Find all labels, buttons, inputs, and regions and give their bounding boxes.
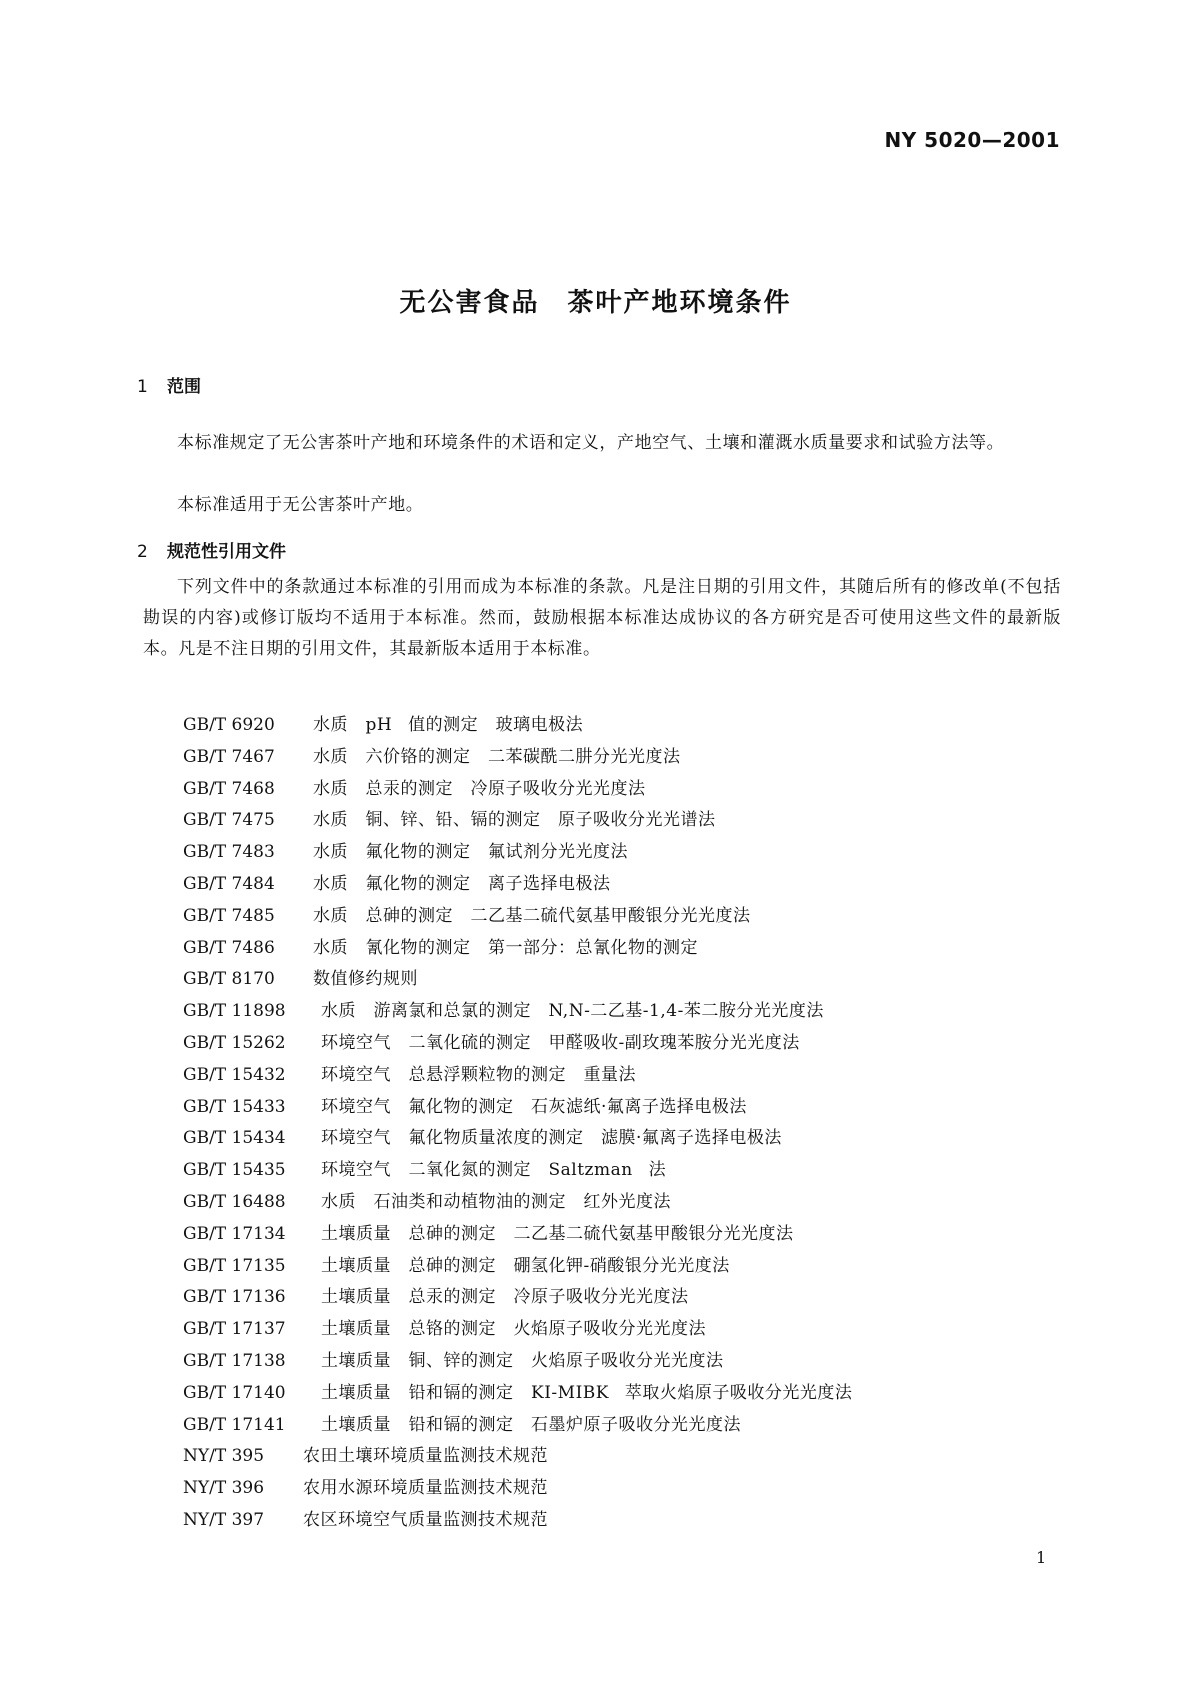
reference-code: GB/T 7467: [183, 746, 275, 767]
reference-title: 数值修约规则: [313, 969, 418, 990]
reference-title: 土壤质量 铅和镉的测定 石墨炉原子吸收分光光度法: [321, 1414, 741, 1435]
reference-title: 水质 六价铬的测定 二苯碳酰二肼分光光度法: [313, 746, 681, 767]
reference-item: [183, 1028, 1063, 1060]
reference-title: 环境空气 二氧化硫的测定 甲醛吸收-副玫瑰苯胺分光光度法: [321, 1032, 800, 1053]
section-2-intro: 下列文件中的条款通过本标准的引用而成为本标准的条款。凡是注日期的引用文件，其随后所有的修改单(不包括勘误的内容)或修订版均不适用于本标准。然而，鼓励根据本标准达成协议的各方研究是否可使用这些文件的最新版本。凡是不注日期的引用文件，其最新版本适用于本标准。: [143, 577, 1061, 659]
reference-item: [183, 1378, 1063, 1410]
reference-item: [183, 837, 1063, 869]
reference-item: [183, 805, 1063, 837]
reference-item: [183, 869, 1063, 901]
reference-item: [183, 774, 1063, 806]
reference-code: GB/T 6920: [183, 715, 275, 735]
section-number: 1: [137, 377, 148, 397]
section-title: 规范性引用文件: [167, 542, 286, 562]
reference-item: [183, 1441, 1063, 1473]
reference-code: GB/T 7468: [183, 778, 275, 799]
reference-title: 土壤质量 总汞的测定 冷原子吸收分光光度法: [321, 1287, 689, 1308]
reference-item: [183, 1251, 1063, 1283]
reference-title: 农区环境空气质量监测技术规范: [303, 1509, 548, 1530]
reference-code: GB/T 15262: [183, 1032, 286, 1053]
reference-title: 土壤质量 总砷的测定 二乙基二硫代氨基甲酸银分光光度法: [321, 1223, 794, 1244]
reference-item: [183, 1060, 1063, 1092]
reference-code: GB/T 7486: [183, 937, 275, 958]
reference-code: GB/T 7484: [183, 873, 275, 894]
section-1-paragraph: 本标准规定了无公害茶叶产地和环境条件的术语和定义，产地空气、土壤和灌溉水质量要求和试验方法等。: [177, 433, 1005, 453]
reference-item: [183, 1410, 1063, 1442]
reference-code: GB/T 15434: [183, 1128, 286, 1149]
reference-title: 水质 氟化物的测定 离子选择电极法: [313, 873, 611, 894]
reference-item: [183, 1473, 1063, 1505]
reference-code: GB/T 17137: [183, 1319, 286, 1340]
reference-code: GB/T 15432: [183, 1064, 286, 1085]
reference-code: GB/T 15433: [183, 1096, 286, 1117]
reference-title: 土壤质量 总铬的测定 火焰原子吸收分光光度法: [321, 1319, 706, 1340]
reference-code: GB/T 17136: [183, 1287, 286, 1308]
reference-item: [183, 742, 1063, 774]
reference-item: [183, 710, 1063, 742]
section-2-heading: [137, 537, 286, 562]
reference-code: GB/T 17138: [183, 1350, 286, 1371]
section-1-heading: [137, 372, 201, 397]
reference-item: [183, 964, 1063, 996]
reference-title: 土壤质量 铅和镉的测定 KI-MIBK 萃取火焰原子吸收分光光度法: [321, 1382, 853, 1403]
reference-title: 水质 氟化物的测定 氟试剂分光光度法: [313, 842, 628, 863]
title-part-1: 无公害食品: [399, 288, 540, 318]
reference-code: GB/T 17135: [183, 1255, 286, 1276]
reference-title: 环境空气 二氧化氮的测定 Saltzman 法: [321, 1160, 667, 1181]
reference-title: 水质 pH 值的测定 玻璃电极法: [313, 715, 584, 735]
reference-item: [183, 901, 1063, 933]
reference-title: 土壤质量 总砷的测定 硼氢化钾-硝酸银分光光度法: [321, 1255, 730, 1276]
reference-item: [183, 996, 1063, 1028]
reference-item: [183, 1123, 1063, 1155]
reference-code: GB/T 7483: [183, 842, 275, 863]
reference-item: [183, 1346, 1063, 1378]
reference-title: 水质 游离氯和总氯的测定 N,N-二乙基-1,4-苯二胺分光光度法: [321, 1001, 824, 1022]
reference-title: 水质 总砷的测定 二乙基二硫代氨基甲酸银分光光度法: [313, 905, 751, 926]
reference-code: GB/T 17140: [183, 1382, 286, 1403]
reference-item: [183, 1187, 1063, 1219]
reference-item: [183, 1282, 1063, 1314]
reference-code: GB/T 15435: [183, 1160, 286, 1181]
reference-code: GB/T 17141: [183, 1414, 286, 1435]
section-number: 2: [137, 542, 148, 562]
standard-number: NY 5020—2001: [884, 128, 1060, 152]
reference-code: GB/T 8170: [183, 969, 275, 990]
reference-title: 水质 石油类和动植物油的测定 红外光度法: [321, 1191, 671, 1212]
title-part-2: 茶叶产地环境条件: [567, 288, 792, 318]
reference-title: 环境空气 氟化物的测定 石灰滤纸·氟离子选择电极法: [321, 1096, 747, 1117]
reference-item: [183, 1505, 1063, 1537]
reference-title: 环境空气 总悬浮颗粒物的测定 重量法: [321, 1064, 636, 1085]
reference-item: [183, 1314, 1063, 1346]
reference-code: NY/T 397: [183, 1509, 265, 1530]
reference-title: 农田土壤环境质量监测技术规范: [303, 1446, 548, 1467]
reference-title: 农用水源环境质量监测技术规范: [303, 1478, 548, 1499]
reference-title: 土壤质量 铜、锌的测定 火焰原子吸收分光光度法: [321, 1350, 724, 1371]
reference-code: NY/T 395: [183, 1446, 265, 1467]
reference-code: GB/T 16488: [183, 1191, 286, 1212]
reference-title: 环境空气 氟化物质量浓度的测定 滤膜·氟离子选择电极法: [321, 1128, 782, 1149]
section-title: 范围: [167, 377, 201, 397]
reference-item: [183, 1219, 1063, 1251]
reference-code: GB/T 11898: [183, 1001, 286, 1022]
document-title: [0, 282, 1191, 319]
reference-code: GB/T 17134: [183, 1223, 286, 1244]
reference-list: [183, 710, 1063, 1537]
reference-item: [183, 1092, 1063, 1124]
reference-title: 水质 铜、锌、铅、镉的测定 原子吸收分光光谱法: [313, 810, 716, 831]
reference-code: GB/T 7485: [183, 905, 275, 926]
reference-title: 水质 总汞的测定 冷原子吸收分光光度法: [313, 778, 646, 799]
reference-title: 水质 氰化物的测定 第一部分：总氰化物的测定: [313, 937, 698, 958]
section-1-paragraph: 本标准适用于无公害茶叶产地。: [177, 495, 424, 515]
reference-code: GB/T 7475: [183, 810, 275, 831]
reference-item: [183, 933, 1063, 965]
reference-code: NY/T 396: [183, 1478, 265, 1499]
page-number: 1: [1036, 1548, 1047, 1567]
reference-item: [183, 1155, 1063, 1187]
